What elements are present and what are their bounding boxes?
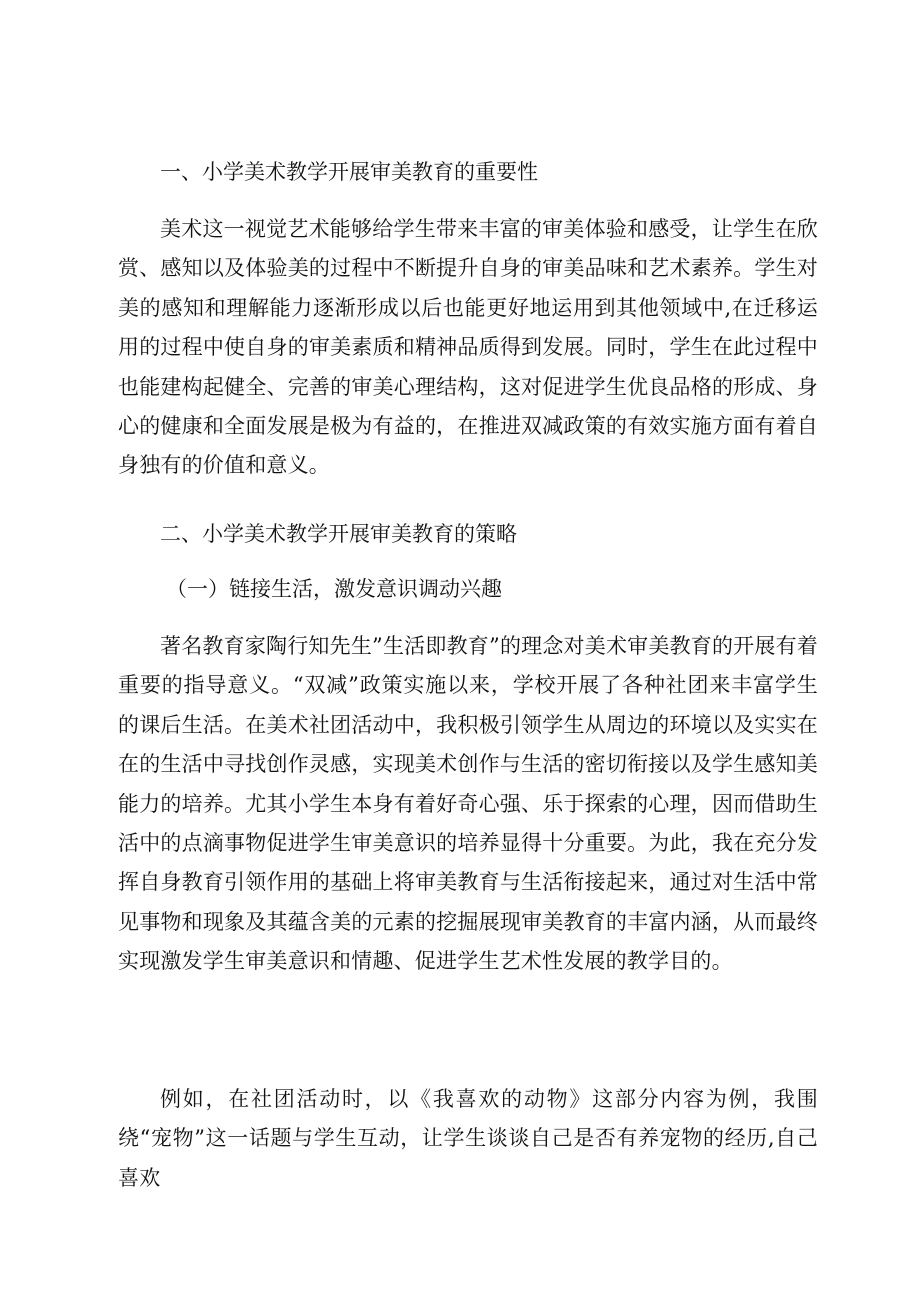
paragraph-importance: 美术这一视觉艺术能够给学生带来丰富的审美体验和感受，让学生在欣赏、感知以及体验美的过程中不断提升自身的审美品味和艺术素养。学生对美的感知和理解能力逐渐形成以后也能更好地运用到其他领域中,在迁移运用的过程中使自身的审美素质和精神品质得到发展。同时，学生在此过程中也能建构起健全、完善的审美心理结构，这对促进学生优良品格的形成、身心的健康和全面发展是极为有益的，在推进双减政策的有效实施方面有着自身独有的价值和意义。 — [118, 217, 818, 478]
section-heading-importance: 一、小学美术教学开展审美教育的重要性 — [160, 160, 538, 184]
subsection-heading-link-life: （一）链接生活，激发意识调动兴趣 — [166, 577, 502, 601]
section-heading-strategies: 二、小学美术教学开展审美教育的策略 — [160, 522, 517, 546]
paragraph-link-life: 著名教育家陶行知先生”生活即教育”的理念对美术审美教育的开展有着重要的指导意义。“双减”政策实施以来，学校开展了各种社团来丰富学生的课后生活。在美术社团活动中，我积极引领学生从周边的环境以及实实在在的生活中寻找创作灵感，实现美术创作与生活的密切衔接以及学生感知美能力的培养。尤其小学生本身有着好奇心强、乐于探索的心理，因而借助生活中的点滴事物促进学生审美意识的培养显得十分重要。为此，我在充分发挥自身教育引领作用的基础上将审美教育与生活衔接起来，通过对生活中常见事物和现象及其蕴含美的元素的挖掘展现审美教育的丰富内涵，从而最终实现激发学生审美意识和情趣、促进学生艺术性发展的教学目的。 — [118, 634, 818, 974]
paragraph-example: 例如，在社团活动时，以《我喜欢的动物》这部分内容为例，我围绕“宠物”这一话题与学生互动，让学生谈谈自己是否有养宠物的经历,自己喜欢 — [118, 1087, 818, 1190]
